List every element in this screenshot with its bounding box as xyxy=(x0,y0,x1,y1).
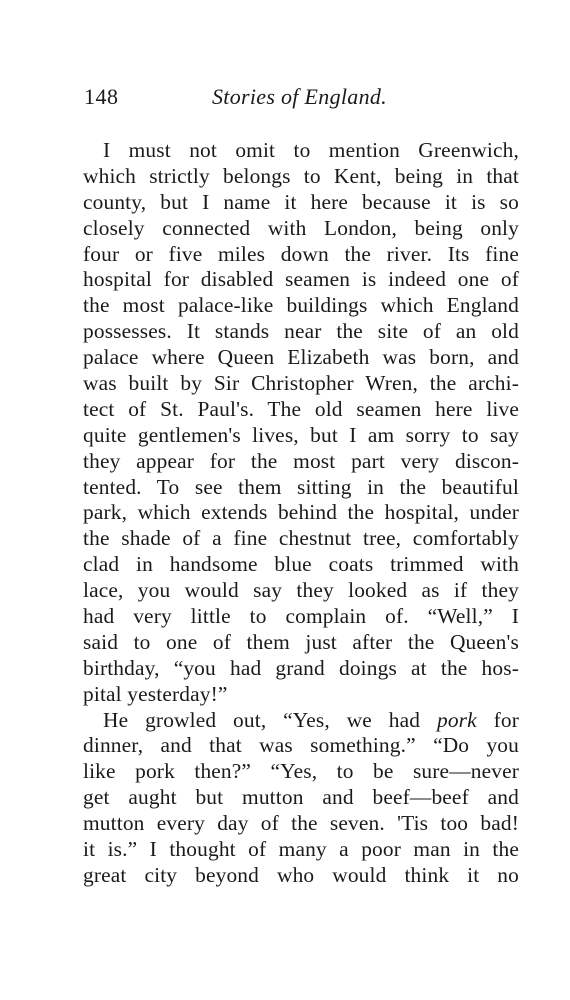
text-line: which strictly belongs to Kent, being in that xyxy=(83,163,519,188)
text-line: was built by Sir Christopher Wren, the archi- xyxy=(83,371,519,396)
text-line: dinner, and that was something.” “Do you xyxy=(83,733,519,758)
text-fragment: He growled out, “Yes, we had xyxy=(103,707,437,732)
text-line: great city beyond who would think it no xyxy=(83,862,519,887)
paragraph-pork xyxy=(83,708,519,889)
page-header xyxy=(84,84,484,118)
text-line: four or five miles down the river. Its fine xyxy=(83,241,519,266)
text-line: palace where Queen Elizabeth was born, and xyxy=(83,345,519,370)
running-title: Stories of England. xyxy=(212,84,387,109)
text-line: county, but I name it here because it is so xyxy=(83,189,519,214)
text-line: mutton every day of the seven. 'Tis too bad! xyxy=(83,811,519,836)
paragraph-greenwich xyxy=(83,138,519,708)
text-line: get aught but mutton and beef—beef and xyxy=(83,785,519,810)
text-line: hospital for disabled seamen is indeed one of xyxy=(83,267,519,292)
text-line: it is.” I thought of many a poor man in the xyxy=(83,837,519,862)
text-line: lace, you would say they looked as if they xyxy=(83,578,519,603)
text-line: park, which extends behind the hospital, under xyxy=(83,500,519,525)
text-line: like pork then?” “Yes, to be sure—never xyxy=(83,759,519,784)
text-line: tect of St. Paul's. The old seamen here live xyxy=(83,396,519,421)
text-line: tented. To see them sitting in the beautiful xyxy=(83,474,519,499)
page-number: 148 xyxy=(84,84,119,109)
text-fragment: for xyxy=(476,707,520,732)
emphasized-word: pork xyxy=(436,707,477,732)
text-line: had very little to complain of. “Well,” I xyxy=(83,604,519,629)
body-text xyxy=(83,138,519,889)
text-line: I must not omit to mention Greenwich, xyxy=(103,138,519,162)
text-line: the most palace-like buildings which England xyxy=(83,293,519,318)
text-line: birthday, “you had grand doings at the hos- xyxy=(83,655,519,680)
text-line: pital yesterday!” xyxy=(83,681,228,706)
text-line: clad in handsome blue coats trimmed with xyxy=(83,552,519,577)
text-line-with-emphasis xyxy=(83,708,519,734)
text-line: they appear for the most part very discon- xyxy=(83,448,519,473)
text-line: quite gentlemen's lives, but I am sorry to say xyxy=(83,422,519,447)
text-line: possesses. It stands near the site of an old xyxy=(83,319,519,344)
text-line: the shade of a fine chestnut tree, comfortably xyxy=(83,526,519,551)
text-line: said to one of them just after the Queen's xyxy=(83,629,519,654)
text-line: closely connected with London, being only xyxy=(83,215,519,240)
